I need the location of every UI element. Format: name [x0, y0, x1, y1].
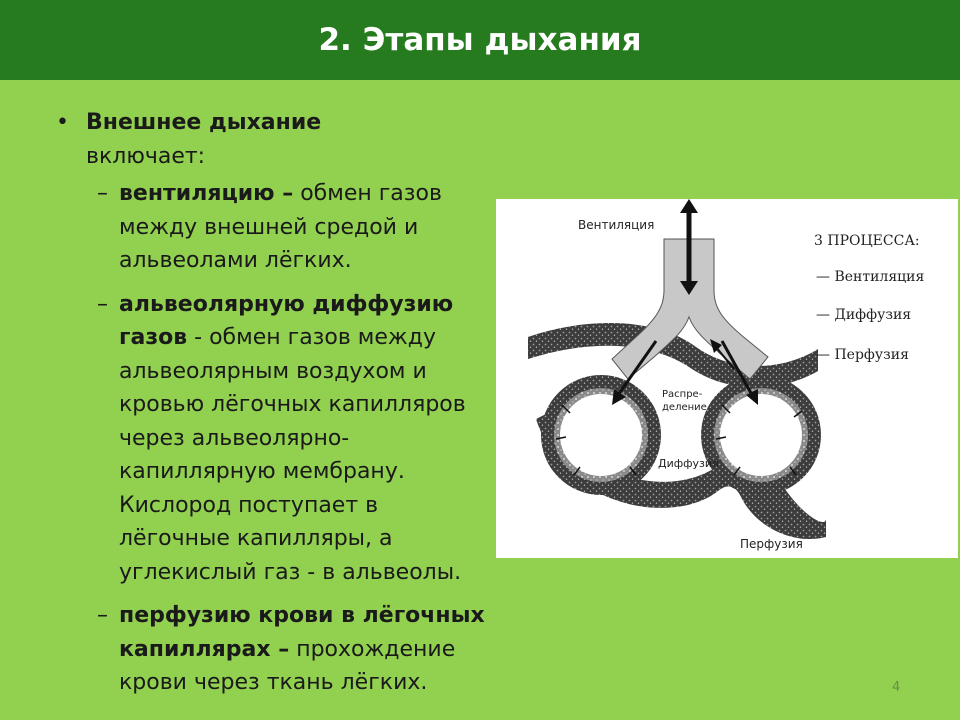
page-number: 4 — [892, 680, 901, 695]
slide-content — [56, 106, 486, 700]
bullet-heading: Внешнее дыхание — [86, 110, 322, 135]
label-distribution-1: Распре- — [662, 389, 703, 400]
alveolus-right — [701, 375, 821, 495]
subitem-text: обмен газов между внешней средой и альвеолами лёгких. — [119, 181, 442, 273]
subitem-text: прохождение крови через ткань лёгких. — [119, 636, 456, 695]
subitem-text: - обмен газов между альвеолярным воздухом и кровью лёгочных капилляров через альвеолярно-капиллярную мембрану. Кислород поступает в лёгочные капилляры, а углекислый газ - в альвеолы. — [119, 325, 466, 585]
label-diffusion: Диффузия — [658, 457, 719, 470]
legend-item-perfusion: — Перфузия — [816, 347, 909, 363]
subitem-bold: перфузию крови в лёгочных капиллярах – — [119, 603, 485, 662]
bullet-external-respiration — [56, 106, 486, 173]
dash-icon: – — [97, 181, 108, 206]
dash-icon: – — [97, 291, 108, 317]
alveolus-left — [541, 375, 661, 495]
subitem-diffusion — [56, 288, 486, 590]
legend-item-diffusion: — Диффузия — [816, 307, 912, 323]
subitem-perfusion — [56, 599, 486, 700]
label-perfusion: Перфузия — [740, 537, 803, 551]
legend-item-ventilation: — Вентиляция — [816, 269, 925, 285]
legend-title: 3 ПРОЦЕССА: — [814, 233, 920, 249]
diagram-svg — [496, 199, 958, 558]
subitem-bold: вентиляцию – — [119, 181, 294, 206]
bullet-rest: включает: — [86, 143, 206, 169]
subitem-ventilation — [56, 177, 486, 278]
label-distribution-2: деление — [662, 402, 707, 413]
legend — [814, 233, 924, 363]
dash-icon: – — [97, 603, 108, 628]
respiration-diagram — [496, 199, 958, 558]
bullet-icon: • — [56, 110, 69, 135]
subitem-bold: альвеолярную диффузию газов — [119, 291, 454, 350]
title-bar — [0, 0, 960, 80]
slide-title: 2. Этапы дыхания — [318, 22, 642, 58]
label-ventilation: Вентиляция — [578, 218, 655, 232]
